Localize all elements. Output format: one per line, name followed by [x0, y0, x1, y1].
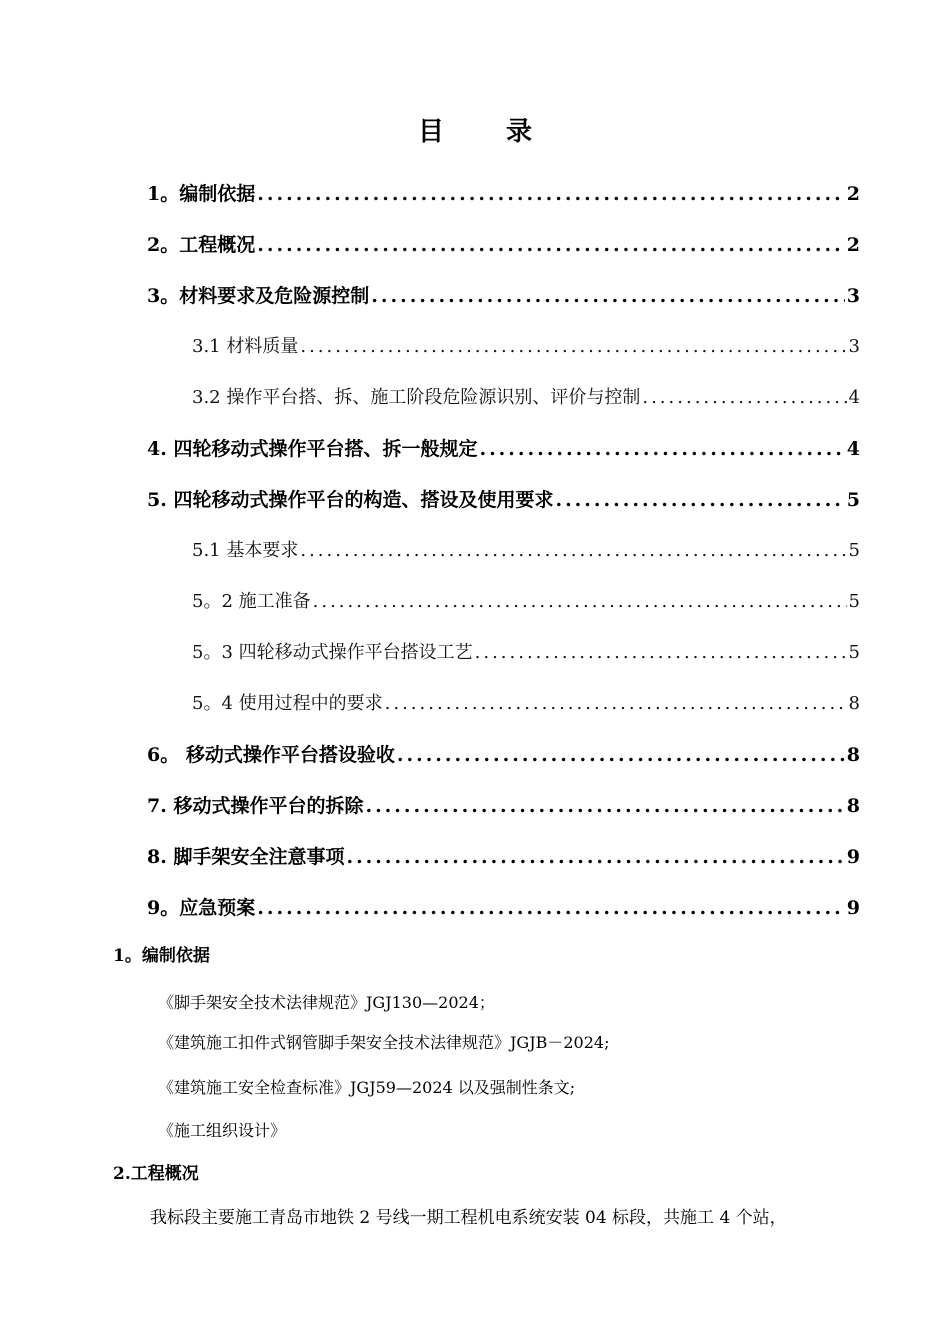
- body-paragraph: 我标段主要施工青岛市地铁 2 号线一期工程机电系统安装 04 标段，共施工 4 个站，: [150, 1208, 787, 1228]
- toc-entry-page: 8: [848, 693, 860, 714]
- toc-entry-page: 8: [846, 744, 860, 766]
- toc-entry-page: 8: [846, 795, 860, 817]
- toc-entry-text: 9。应急预案: [147, 897, 256, 919]
- toc-entry-page: 4: [848, 387, 860, 408]
- toc-entry-page: 5: [848, 540, 860, 561]
- toc-entry[interactable]: [147, 485, 860, 515]
- toc-entry-text: 7. 移动式操作平台的拆除: [147, 795, 364, 817]
- toc-entry-text: 6。 移动式操作平台搭设验收: [147, 744, 395, 766]
- section-heading: 2.工程概况: [113, 1164, 199, 1184]
- toc-entry-text: 5。4 使用过程中的要求: [192, 693, 383, 714]
- toc-title: 目录: [417, 117, 594, 147]
- toc-entry-page: 5: [848, 591, 860, 612]
- toc-entry-page: 2: [846, 183, 860, 205]
- reference-item: 《建筑施工扣件式钢管脚手架安全技术法律规范》JGJB－2024;: [158, 1033, 610, 1052]
- toc-entry-page: 3: [846, 285, 860, 307]
- toc-entry-text: 5.1 基本要求: [192, 540, 299, 561]
- toc-entry-page: 5: [846, 489, 860, 511]
- toc-entry-text: 8. 脚手架安全注意事项: [147, 846, 345, 868]
- toc-leader-dots: [257, 230, 845, 260]
- toc-leader-dots: [257, 893, 845, 923]
- toc-entry[interactable]: [147, 434, 860, 464]
- toc-entry[interactable]: [147, 893, 860, 923]
- toc-leader-dots: [397, 740, 845, 770]
- toc-entry-page: 4: [846, 438, 860, 460]
- toc-leader-dots: [479, 434, 844, 464]
- toc-entry-page: 3: [848, 336, 860, 357]
- toc-leader-dots: [642, 383, 846, 413]
- toc-entry[interactable]: [147, 281, 860, 311]
- toc-leader-dots: [313, 587, 847, 617]
- toc-entry-text: 1。编制依据: [147, 183, 256, 205]
- toc-entry-page: 9: [846, 846, 860, 868]
- toc-entry-page: 5: [848, 642, 860, 663]
- reference-item: 《建筑施工安全检查标准》JGJ59—2024 以及强制性条文;: [158, 1078, 576, 1097]
- toc-entry-text: 5。2 施工准备: [192, 591, 311, 612]
- toc-entry-text: 3。材料要求及危险源控制: [147, 285, 370, 307]
- toc-leader-dots: [346, 842, 844, 872]
- toc-entry[interactable]: [147, 842, 860, 872]
- toc-entry-text: 3.2 操作平台搭、拆、施工阶段危险源识别、评价与控制: [192, 387, 641, 408]
- toc-entry[interactable]: [192, 689, 860, 719]
- toc-leader-dots: [385, 689, 847, 719]
- toc-leader-dots: [475, 638, 847, 668]
- toc-entry-text: 2。工程概况: [147, 234, 256, 256]
- toc-entry[interactable]: [192, 638, 860, 668]
- toc-leader-dots: [257, 179, 845, 209]
- toc-entry[interactable]: [147, 230, 860, 260]
- toc-entry-text: 4. 四轮移动式操作平台搭、拆一般规定: [147, 438, 478, 460]
- toc-entry[interactable]: [192, 587, 860, 617]
- toc-entry-text: 3.1 材料质量: [192, 336, 299, 357]
- toc-entry[interactable]: [147, 740, 860, 770]
- reference-item: 《脚手架安全技术法律规范》JGJ130—2024；: [158, 993, 495, 1012]
- toc-leader-dots: [371, 281, 845, 311]
- toc-entry-page: 9: [846, 897, 860, 919]
- toc-entry[interactable]: [147, 179, 860, 209]
- reference-item: 《施工组织设计》: [158, 1121, 287, 1140]
- toc-leader-dots: [300, 536, 846, 566]
- toc-leader-dots: [555, 485, 844, 515]
- toc-entry[interactable]: [192, 536, 860, 566]
- toc-entry[interactable]: [192, 332, 860, 362]
- toc-entry-text: 5。3 四轮移动式操作平台搭设工艺: [192, 642, 473, 663]
- toc-leader-dots: [365, 791, 844, 821]
- toc-entry[interactable]: [147, 791, 860, 821]
- toc-entry[interactable]: [192, 383, 860, 413]
- toc-entry-text: 5. 四轮移动式操作平台的构造、搭设及使用要求: [147, 489, 554, 511]
- section-heading: 1。编制依据: [113, 946, 210, 966]
- toc-entry-page: 2: [846, 234, 860, 256]
- toc-leader-dots: [300, 332, 846, 362]
